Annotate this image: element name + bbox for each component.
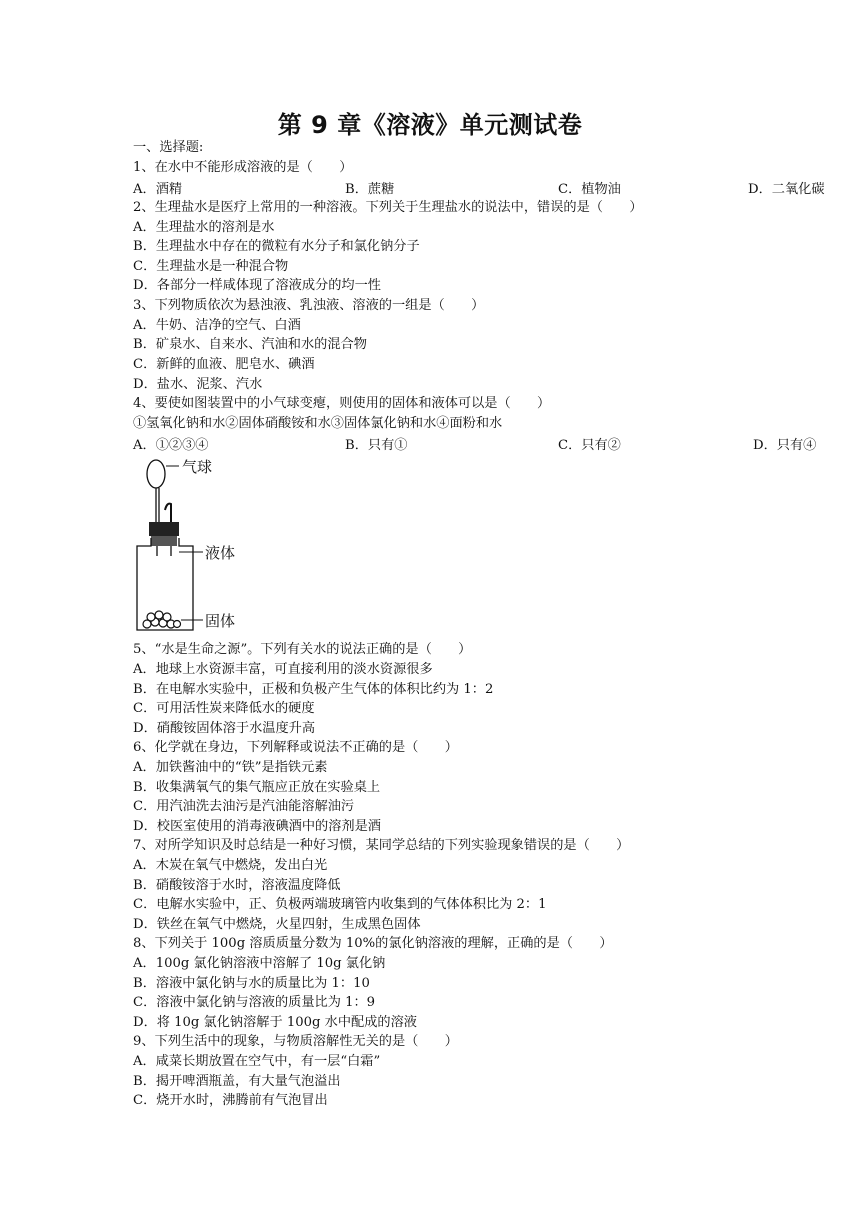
q9-option-a: A．咸菜长期放置在空气中，有一层“白霜” bbox=[133, 1054, 381, 1069]
q5-option-a: A．地球上水资源丰富，可直接利用的淡水资源很多 bbox=[133, 662, 433, 677]
q6-option-c: C．用汽油洗去油污是汽油能溶解油污 bbox=[133, 799, 355, 814]
q1-option-d: D．二氧化碳 bbox=[748, 182, 825, 197]
question-8-stem: 8、下列关于 100g 溶质质量分数为 10%的氯化钠溶液的理解，正确的是（ ） bbox=[133, 936, 613, 951]
solid-pile-shape bbox=[143, 611, 181, 628]
q9-option-c: C．烧开水时，沸腾前有气泡冒出 bbox=[133, 1093, 328, 1108]
q2-option-c: C．生理盐水是一种混合物 bbox=[133, 259, 289, 274]
q5-option-b: B．在电解水实验中，正极和负极产生气体的体积比约为 1：2 bbox=[133, 682, 494, 697]
question-7-stem: 7、对所学知识及时总结是一种好习惯，某同学总结的下列实验现象错误的是（ ） bbox=[133, 838, 630, 853]
q7-option-b: B．硝酸铵溶于水时，溶液温度降低 bbox=[133, 878, 341, 893]
q8-option-c: C．溶液中氯化钠与溶液的质量比为 1：9 bbox=[133, 995, 376, 1010]
figure-label-solid: 固体 bbox=[205, 612, 236, 630]
q8-option-b: B．溶液中氯化钠与水的质量比为 1：10 bbox=[133, 976, 370, 991]
q2-option-d: D．各部分一样咸体现了溶液成分的均一性 bbox=[133, 278, 381, 293]
question-4-substances: ①氢氧化钠和水②固体硝酸铵和水③固体氯化钠和水④面粉和水 bbox=[133, 416, 503, 431]
q1-option-b: B．蔗糖 bbox=[345, 182, 395, 197]
q4-option-a: A．①②③④ bbox=[133, 438, 209, 453]
q4-option-c: C．只有② bbox=[558, 438, 621, 453]
section-heading: 一、选择题: bbox=[133, 140, 204, 155]
q7-option-c: C．电解水实验中，正、负极两端玻璃管内收集到的气体体积比为 2：1 bbox=[133, 897, 547, 912]
q8-option-d: D．将 10g 氯化钠溶解于 100g 水中配成的溶液 bbox=[133, 1015, 417, 1030]
page-title: 第 9 章《溶液》单元测试卷 bbox=[277, 111, 583, 139]
question-9-stem: 9、下列生活中的现象，与物质溶解性无关的是（ ） bbox=[133, 1034, 458, 1049]
q4-option-d: D．只有④ bbox=[753, 438, 817, 453]
q3-option-d: D．盐水、泥浆、汽水 bbox=[133, 377, 263, 392]
q2-option-b: B．生理盐水中存在的微粒有水分子和氯化钠分子 bbox=[133, 239, 420, 254]
q1-option-c: C．植物油 bbox=[558, 182, 621, 197]
figure-label-liquid: 液体 bbox=[205, 544, 236, 562]
balloon-shape bbox=[147, 460, 165, 488]
q8-option-a: A．100g 氯化钠溶液中溶解了 10g 氯化钠 bbox=[133, 956, 386, 971]
question-6-stem: 6、化学就在身边，下列解释或说法不正确的是（ ） bbox=[133, 740, 458, 755]
figure-label-balloon: 气球 bbox=[182, 458, 213, 476]
q7-option-d: D．铁丝在氧气中燃烧，火星四射，生成黑色固体 bbox=[133, 917, 421, 932]
q3-option-a: A．牛奶、洁净的空气、白酒 bbox=[133, 318, 301, 333]
q1-option-a: A．酒精 bbox=[133, 182, 183, 197]
q3-option-c: C．新鲜的血液、肥皂水、碘酒 bbox=[133, 357, 315, 372]
question-2-stem: 2、生理盐水是医疗上常用的一种溶液。下列关于生理盐水的说法中，错误的是（ ） bbox=[133, 200, 643, 215]
q6-option-a: A．加铁酱油中的“铁”是指铁元素 bbox=[133, 760, 328, 775]
q3-option-b: B．矿泉水、自来水、汽油和水的混合物 bbox=[133, 337, 367, 352]
q7-option-a: A．木炭在氧气中燃烧，发出白光 bbox=[133, 858, 328, 873]
q2-option-a: A．生理盐水的溶剂是水 bbox=[133, 220, 275, 235]
question-3-stem: 3、下列物质依次为悬浊液、乳浊液、溶液的一组是（ ） bbox=[133, 298, 485, 313]
q6-option-d: D．校医室使用的消毒液碘酒中的溶剂是酒 bbox=[133, 819, 381, 834]
question-5-stem: 5、“水是生命之源”。下列有关水的说法正确的是（ ） bbox=[133, 642, 472, 657]
stopper-shape bbox=[149, 522, 179, 536]
q4-option-b: B．只有① bbox=[345, 438, 408, 453]
apparatus-figure bbox=[133, 452, 253, 637]
q9-option-b: B．揭开啤酒瓶盖，有大量气泡溢出 bbox=[133, 1074, 341, 1089]
q5-option-d: D．硝酸铵固体溶于水温度升高 bbox=[133, 721, 316, 736]
q6-option-b: B．收集满氧气的集气瓶应正放在实验桌上 bbox=[133, 780, 381, 795]
q5-option-c: C．可用活性炭来降低水的硬度 bbox=[133, 701, 315, 716]
question-1-stem: 1、在水中不能形成溶液的是（ ） bbox=[133, 160, 353, 175]
question-4-stem: 4、要使如图装置中的小气球变瘪，则使用的固体和液体可以是（ ） bbox=[133, 396, 551, 411]
